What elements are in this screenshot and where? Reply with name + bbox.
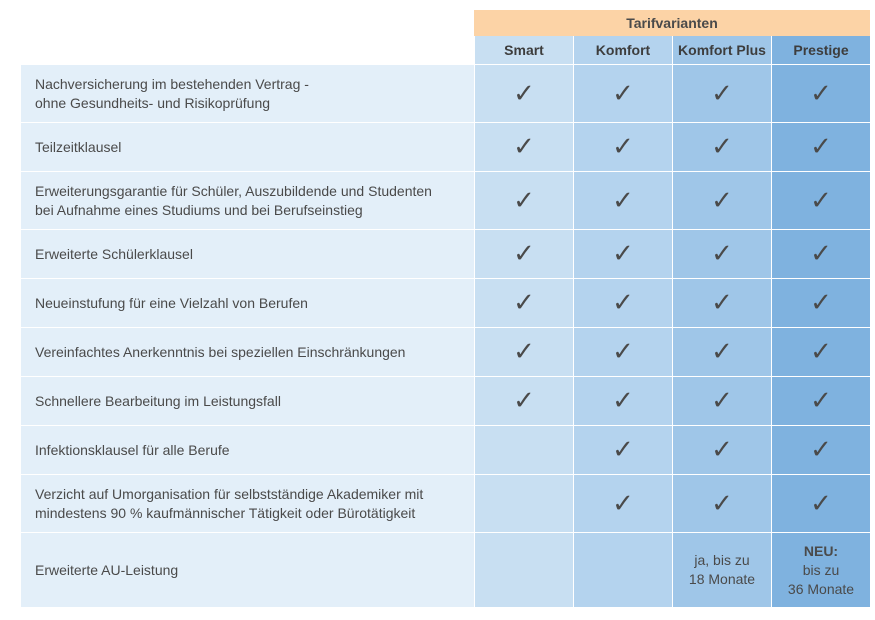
row-label-line: ohne Gesundheits- und Risikoprüfung <box>35 94 271 111</box>
checkmark-icon: ✓ <box>810 78 832 109</box>
cell-prestige <box>771 279 870 327</box>
cell-smart <box>474 230 573 278</box>
cell-komfort-plus <box>672 533 771 607</box>
header-spacer <box>21 10 474 36</box>
row-label-line: Erweiterte AU-Leistung <box>35 561 179 578</box>
table-row <box>21 122 870 171</box>
cell-komfort <box>573 279 672 327</box>
checkmark-icon: ✓ <box>711 386 733 416</box>
row-label-line: Verzicht auf Umorganisation für selbstständige Akademiker mit <box>35 485 424 502</box>
checkmark-icon: ✓ <box>711 288 733 318</box>
column-header-komfort: Komfort <box>573 36 672 64</box>
checkmark-icon: ✓ <box>810 185 832 216</box>
checkmark-icon: ✓ <box>711 337 733 367</box>
cell-komfort <box>573 377 672 425</box>
checkmark-icon: ✓ <box>612 386 634 416</box>
cell-text-line: 18 Monate <box>688 571 756 587</box>
cell-komfort <box>573 533 672 607</box>
checkmark-icon: ✓ <box>612 185 634 216</box>
row-label-line: Teilzeitklausel <box>35 138 122 155</box>
cell-komfort-plus <box>672 65 771 122</box>
row-label-line: Erweiterte Schülerklausel <box>35 245 193 262</box>
cell-smart <box>474 426 573 474</box>
cell-komfort-plus <box>672 172 771 229</box>
cell-komfort-plus <box>672 123 771 171</box>
row-label-line: Infektionsklausel für alle Berufe <box>35 441 230 458</box>
cell-komfort-plus <box>672 475 771 532</box>
checkmark-icon: ✓ <box>612 337 634 367</box>
row-label <box>21 230 474 278</box>
checkmark-icon: ✓ <box>810 239 832 269</box>
cell-komfort <box>573 230 672 278</box>
column-header-spacer <box>21 36 474 64</box>
checkmark-icon: ✓ <box>810 488 832 519</box>
cell-smart <box>474 328 573 376</box>
table-row <box>21 376 870 425</box>
row-label <box>21 65 474 122</box>
row-label <box>21 377 474 425</box>
row-label <box>21 475 474 532</box>
checkmark-icon: ✓ <box>711 185 733 216</box>
cell-komfort-plus <box>672 230 771 278</box>
cell-komfort-plus <box>672 426 771 474</box>
checkmark-icon: ✓ <box>612 488 634 519</box>
new-badge-text: NEU: <box>803 542 839 559</box>
checkmark-icon: ✓ <box>711 78 733 109</box>
row-label <box>21 123 474 171</box>
cell-prestige <box>771 533 870 607</box>
table-row <box>21 532 870 607</box>
table-body <box>21 64 870 607</box>
row-label <box>21 426 474 474</box>
checkmark-icon: ✓ <box>711 435 733 465</box>
checkmark-icon: ✓ <box>810 288 832 318</box>
table-row <box>21 327 870 376</box>
tariff-variants-header: Tarifvarianten <box>474 10 870 36</box>
cell-komfort-plus <box>672 328 771 376</box>
cell-komfort <box>573 172 672 229</box>
row-label-line: bei Aufnahme eines Studiums und bei Berufseinstieg <box>35 201 363 218</box>
checkmark-icon: ✓ <box>711 488 733 519</box>
cell-prestige <box>771 426 870 474</box>
table-row <box>21 171 870 229</box>
row-label <box>21 533 474 607</box>
cell-komfort <box>573 426 672 474</box>
checkmark-icon: ✓ <box>513 185 535 216</box>
cell-prestige <box>771 377 870 425</box>
checkmark-icon: ✓ <box>810 435 832 465</box>
cell-smart <box>474 533 573 607</box>
column-header-prestige: Prestige <box>771 36 870 64</box>
checkmark-icon: ✓ <box>513 78 535 109</box>
column-header-row <box>21 36 870 64</box>
cell-prestige <box>771 123 870 171</box>
cell-prestige <box>771 172 870 229</box>
checkmark-icon: ✓ <box>711 132 733 162</box>
table-row <box>21 278 870 327</box>
table-row <box>21 474 870 532</box>
row-label <box>21 172 474 229</box>
checkmark-icon: ✓ <box>612 78 634 109</box>
cell-prestige <box>771 230 870 278</box>
row-label-line: Erweiterungsgarantie für Schüler, Auszubildende und Studenten <box>35 182 432 199</box>
checkmark-icon: ✓ <box>513 288 535 318</box>
cell-text-line: 36 Monate <box>787 580 855 597</box>
cell-komfort-plus <box>672 377 771 425</box>
checkmark-icon: ✓ <box>612 288 634 318</box>
table-row <box>21 425 870 474</box>
row-label-line: Neueinstufung für eine Vielzahl von Berufen <box>35 294 308 311</box>
column-header-smart: Smart <box>474 36 573 64</box>
checkmark-icon: ✓ <box>711 239 733 269</box>
row-label-line: Nachversicherung im bestehenden Vertrag - <box>35 75 309 92</box>
row-label-line: Schnellere Bearbeitung im Leistungsfall <box>35 392 281 409</box>
cell-komfort <box>573 123 672 171</box>
cell-text-line: bis zu <box>802 561 840 578</box>
cell-smart <box>474 65 573 122</box>
row-label <box>21 328 474 376</box>
cell-prestige <box>771 475 870 532</box>
cell-text-line: ja, bis zu <box>694 552 750 568</box>
checkmark-icon: ✓ <box>513 337 535 367</box>
cell-komfort-plus <box>672 279 771 327</box>
column-header-komfort-plus: Komfort Plus <box>672 36 771 64</box>
tariff-comparison-table <box>21 10 870 607</box>
checkmark-icon: ✓ <box>810 386 832 416</box>
row-label-line: Vereinfachtes Anerkenntnis bei speziellen Einschränkungen <box>35 343 406 360</box>
cell-prestige <box>771 328 870 376</box>
checkmark-icon: ✓ <box>513 132 535 162</box>
checkmark-icon: ✓ <box>513 386 535 416</box>
cell-smart <box>474 279 573 327</box>
checkmark-icon: ✓ <box>810 337 832 367</box>
cell-smart <box>474 475 573 532</box>
cell-smart <box>474 172 573 229</box>
cell-komfort <box>573 65 672 122</box>
header-group-row <box>21 10 870 36</box>
cell-komfort <box>573 475 672 532</box>
checkmark-icon: ✓ <box>612 132 634 162</box>
table-row <box>21 229 870 278</box>
checkmark-icon: ✓ <box>513 239 535 269</box>
cell-smart <box>474 123 573 171</box>
checkmark-icon: ✓ <box>810 132 832 162</box>
cell-prestige <box>771 65 870 122</box>
checkmark-icon: ✓ <box>612 435 634 465</box>
row-label-line: mindestens 90 % kaufmännischer Tätigkeit oder Bürotätigkeit <box>35 504 416 521</box>
cell-komfort <box>573 328 672 376</box>
table-row <box>21 64 870 122</box>
cell-smart <box>474 377 573 425</box>
row-label <box>21 279 474 327</box>
checkmark-icon: ✓ <box>612 239 634 269</box>
